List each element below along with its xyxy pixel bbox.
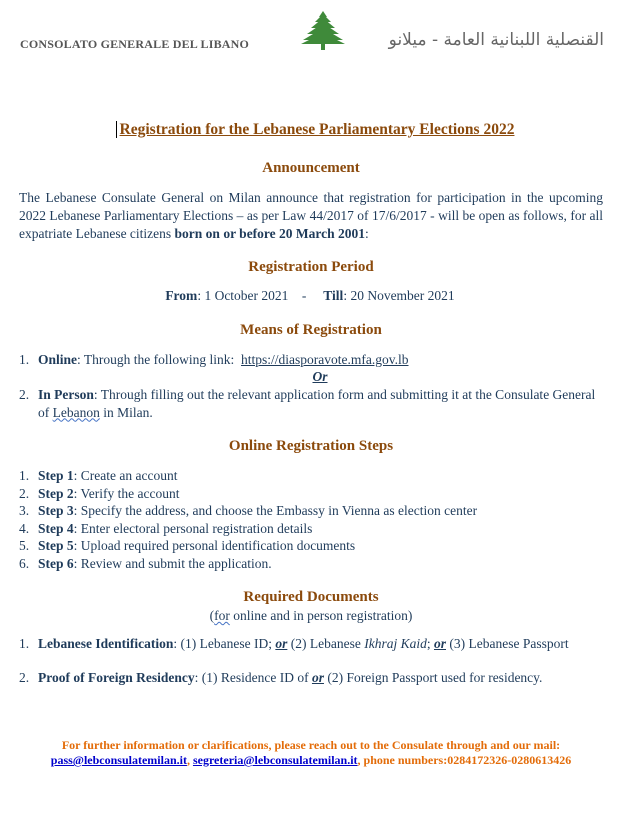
- means-heading: Means of Registration: [240, 322, 382, 338]
- documents-item-2-text-b: (2) Foreign Passport used for residency.: [323, 670, 543, 685]
- means-item-1: [19, 351, 609, 369]
- step-text: : Enter electoral personal registration details: [73, 520, 313, 536]
- means-item-2-lebanon: Lebanon: [52, 404, 100, 420]
- documents-item-1-text-c: ;: [426, 636, 434, 651]
- documents-item-2-text-a: : (1) Residence ID of: [194, 670, 312, 685]
- documents-item-1-or-2: or: [433, 636, 446, 651]
- period-line: [0, 288, 620, 304]
- footer-separator: ,: [186, 753, 193, 767]
- email-link-segreteria[interactable]: segreteria@lebconsulatemilan.it: [192, 753, 358, 767]
- footer-phone-numbers: , phone numbers:0284172326-0280613426: [357, 753, 572, 767]
- step-label: Step 6: [38, 555, 74, 571]
- header-italian: CONSOLATO GENERALE DEL LIBANO: [20, 37, 250, 51]
- step-number: 1.: [19, 468, 30, 483]
- subnote-open: (: [209, 608, 215, 623]
- step-text: : Create an account: [73, 468, 178, 483]
- means-item-2-text-end: in Milan.: [99, 404, 153, 420]
- means-item-2-label: In Person: [38, 387, 94, 402]
- announcement-bold-text: born on or before 20 March 2001: [174, 226, 366, 241]
- steps-heading: Online Registration Steps: [228, 438, 394, 454]
- means-item-1-label: Online: [38, 352, 78, 367]
- step-number: 6.: [19, 555, 30, 571]
- documents-heading: Required Documents: [243, 589, 379, 605]
- footer-contacts: [0, 753, 622, 768]
- step-number: 4.: [19, 520, 30, 536]
- subnote-for: for: [214, 608, 230, 623]
- title-container: [0, 121, 630, 139]
- page-title: Registration for the Lebanese Parliamentary Elections 2022: [116, 121, 515, 138]
- steps-list: [19, 467, 609, 573]
- header-arabic: القنصلية اللبنانية العامة - ميلانو: [388, 30, 604, 50]
- documents-item-1-text-a: : (1) Lebanese ID;: [173, 636, 276, 651]
- step-text: : Verify the account: [73, 485, 180, 501]
- documents-item-1-text-b: (2) Lebanese: [287, 636, 365, 651]
- subnote-rest: online and in person registration): [229, 608, 413, 623]
- step-text: : Specify the address, and choose the Embassy in Vienna as election center: [73, 503, 478, 519]
- announcement-text: The Lebanese Consulate General on Milan announce that registration for participation in the upcoming 2022 Lebanese Parliamentary Elections – as per Law 44/2017 of 17/6/2017 - will be open as follows, for all expatriate Lebanese citizens: [19, 190, 603, 241]
- step-number: 2.: [19, 485, 30, 501]
- step-item: [19, 502, 609, 520]
- documents-item-1-number: 1.: [19, 636, 30, 651]
- means-item-2: [19, 386, 609, 421]
- period-till-label: Till: [323, 288, 344, 303]
- documents-item-2-number: 2.: [19, 670, 30, 685]
- documents-subnote: [0, 608, 622, 624]
- step-item: [19, 520, 609, 538]
- or-separator: Or: [312, 369, 328, 384]
- step-item: [19, 485, 609, 503]
- period-from-label: From: [165, 288, 198, 303]
- documents-item-1-ikhraj-kaid: Ikhraj Kaid: [364, 636, 427, 651]
- means-item-2-number: 2.: [19, 387, 30, 402]
- period-from-value: : 1 October 2021: [197, 288, 289, 303]
- step-label: Step 4: [38, 520, 74, 536]
- step-label: Step 2: [38, 485, 74, 501]
- step-item: [19, 467, 609, 485]
- step-item: [19, 555, 609, 573]
- step-label: Step 3: [38, 503, 74, 519]
- step-number: 3.: [19, 503, 30, 519]
- step-item: [19, 537, 609, 555]
- documents-item-2-label: Proof of Foreign Residency: [38, 670, 195, 685]
- documents-item-1-text-d: (3) Lebanese Passport: [446, 636, 569, 651]
- step-label: Step 1: [38, 468, 74, 483]
- step-text: : Upload required personal identification documents: [73, 538, 356, 554]
- step-number: 5.: [19, 538, 30, 554]
- step-label: Step 5: [38, 538, 74, 554]
- means-item-1-number: 1.: [19, 352, 30, 367]
- registration-link[interactable]: https://diasporavote.mfa.gov.lb: [241, 352, 409, 367]
- step-text: : Review and submit the application.: [73, 555, 272, 571]
- period-till-value: : 20 November 2021: [343, 288, 455, 303]
- period-separator: -: [301, 288, 307, 303]
- announcement-heading: Announcement: [262, 160, 360, 176]
- documents-item-1: [19, 635, 609, 653]
- announcement-paragraph: [19, 189, 603, 243]
- footer-info: For further information or clarifications, please reach out to the Consulate through and our mail:: [61, 738, 561, 752]
- email-link-pass[interactable]: pass@lebconsulatemilan.it: [50, 753, 187, 767]
- means-item-1-text: : Through the following link:: [77, 352, 238, 367]
- announcement-text-end: :: [365, 226, 369, 241]
- documents-item-2: [19, 669, 609, 687]
- cedar-logo-icon: [300, 10, 346, 50]
- documents-item-2-or: or: [311, 670, 324, 685]
- documents-item-1-or-1: or: [275, 636, 288, 651]
- period-heading: Registration Period: [248, 259, 374, 275]
- documents-item-1-label: Lebanese Identification: [38, 636, 174, 651]
- means-item-2-text: : Through filling out the relevant application form and submitting it at the Consulate General of: [38, 387, 596, 420]
